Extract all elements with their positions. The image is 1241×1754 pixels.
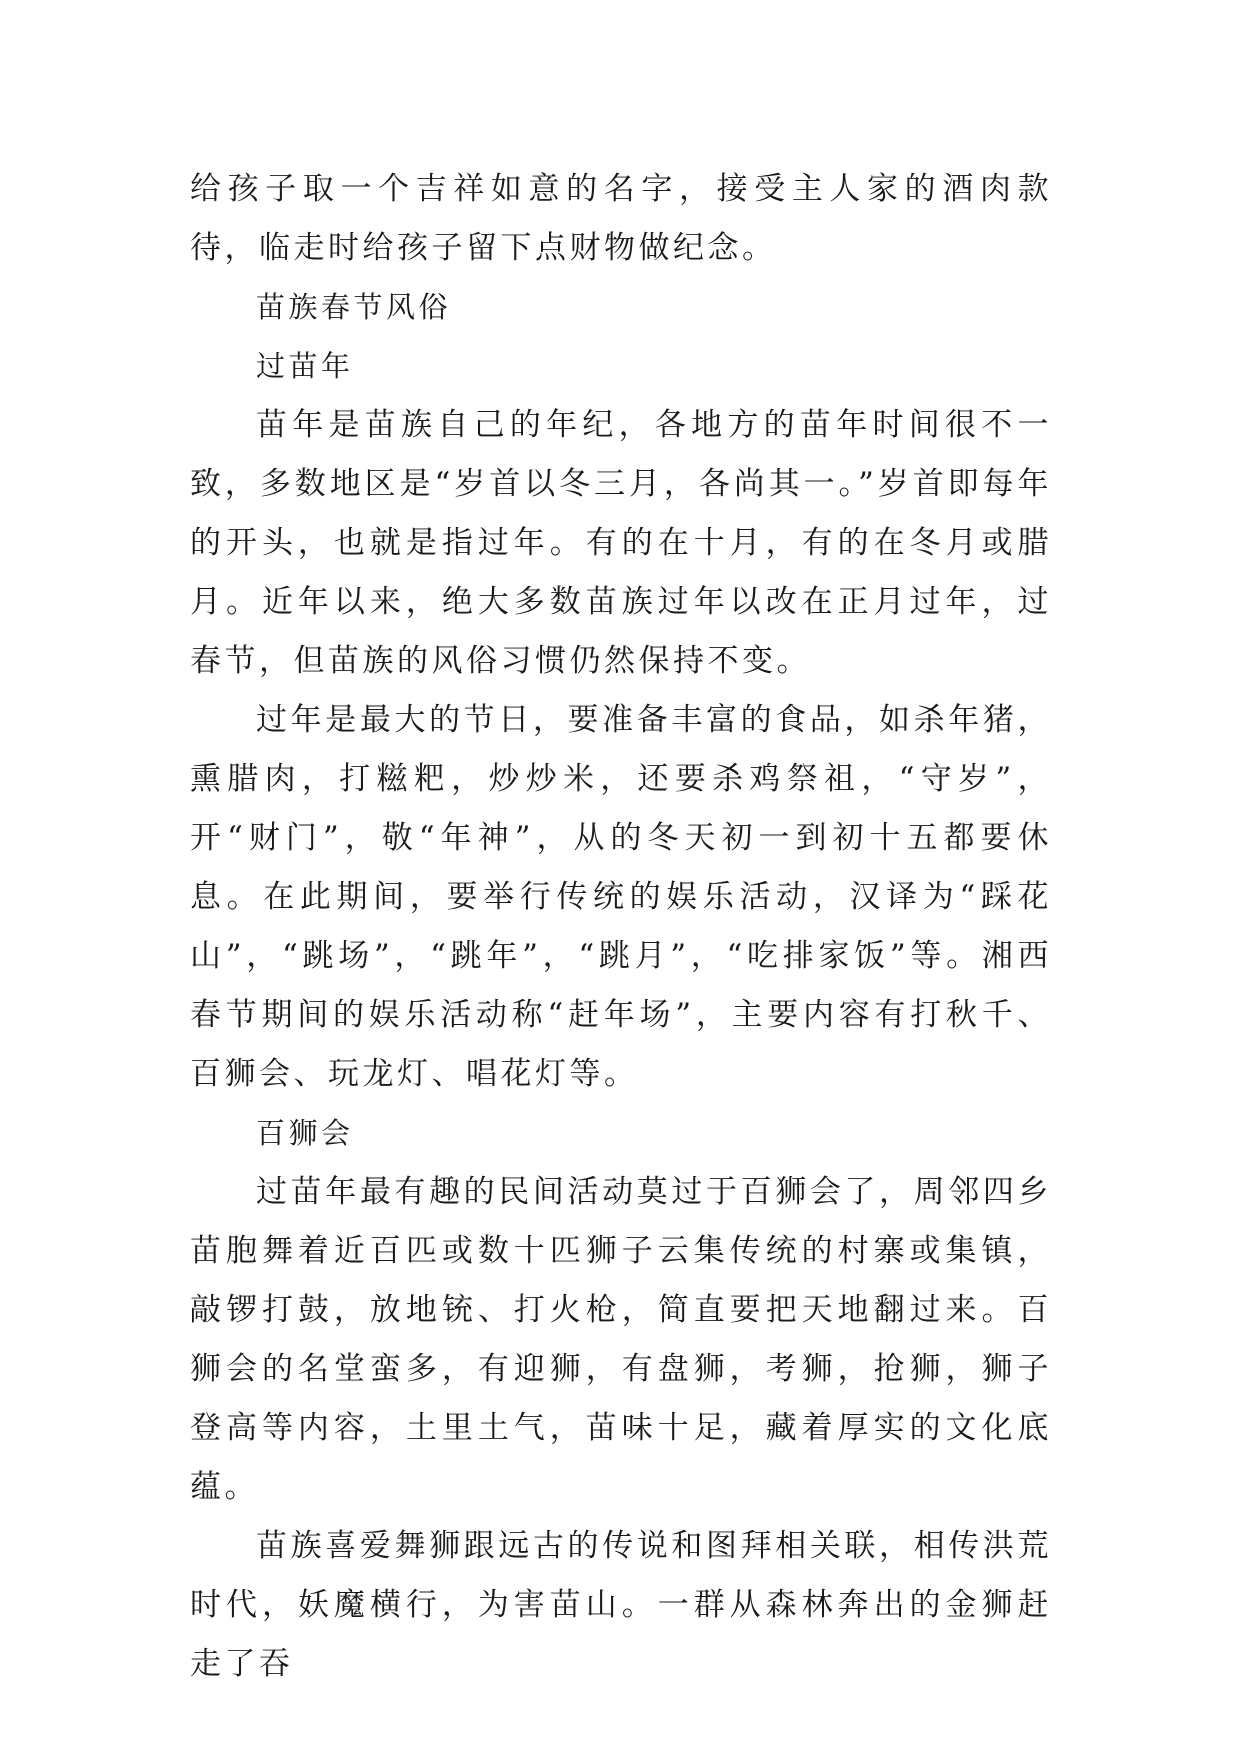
paragraph-miao-new-year-dates: 苗年是苗族自己的年纪，各地方的苗年时间很不一致，多数地区是“岁首以冬三月，各尚其一。”岁首即每年的开头，也就是指过年。有的在十月，有的在冬月或腊月。近年以来，绝大多数苗族过年以改在正月过年，过春节，但苗族的风俗习惯仍然保持不变。 — [190, 407, 1052, 679]
section-heading-miao-new-year: 过苗年 — [256, 349, 354, 383]
section-heading-hundred-lions: 百狮会 — [256, 1116, 354, 1150]
document-body — [190, 160, 1052, 1694]
paragraph-continuation: 给孩子取一个吉祥如意的名字，接受主人家的酒肉款待，临走时给孩子留下点财物做纪念。 — [190, 171, 1052, 266]
paragraph-hundred-lions-activity: 过苗年最有趣的民间活动莫过于百狮会了，周邻四乡苗胞舞着近百匹或数十匹狮子云集传统的村寨或集镇，敲锣打鼓，放地铳、打火枪，简直要把天地翻过来。百狮会的名堂蛮多，有迎狮，有盘狮，考狮，抢狮，狮子登高等内容，土里土气，苗味十足，藏着厚实的文化底蕴。 — [190, 1174, 1052, 1505]
section-heading-miao-spring-festival-customs: 苗族春节风俗 — [256, 290, 452, 324]
paragraph-new-year-celebration: 过年是最大的节日，要准备丰富的食品，如杀年猪，熏腊肉，打糍粑，炒炒米，还要杀鸡祭祖，“守岁”，开“财门”，敬“年神”，从的冬天初一到初十五都要休息。在此期间，要举行传统的娱乐活动，汉译为“踩花山”，“跳场”，“跳年”，“跳月”，“吃排家饭”等。湘西春节期间的娱乐活动称“赶年场”，主要内容有打秋千、百狮会、玩龙灯、唱花灯等。 — [190, 702, 1052, 1092]
paragraph-lion-dance-legend: 苗族喜爱舞狮跟远古的传说和图拜相关联，相传洪荒时代，妖魔横行，为害苗山。一群从森林奔出的金狮赶走了吞 — [190, 1528, 1052, 1682]
